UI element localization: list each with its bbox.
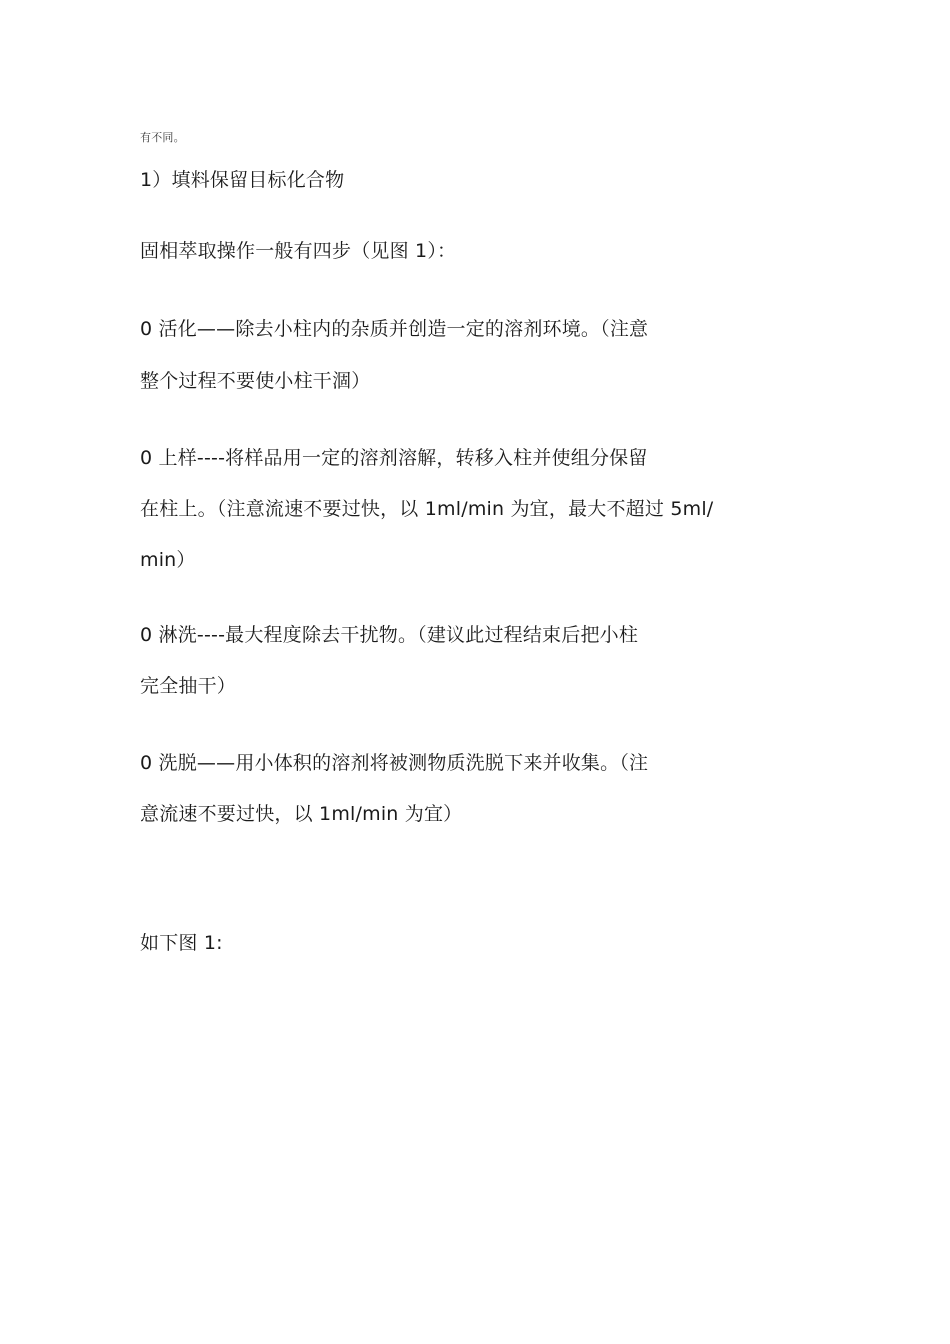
- step-loading-line-1: 0 上样----将样品用一定的溶剂溶解，转移入柱并使组分保留: [140, 447, 648, 469]
- step-activation-line-2: 整个过程不要使小柱干涸）: [140, 370, 371, 392]
- section-heading: 1）填料保留目标化合物: [140, 169, 345, 191]
- step-loading-line-3: min）: [140, 549, 196, 571]
- step-washing-line-1: 0 淋洗----最大程度除去干扰物。（建议此过程结束后把小柱: [140, 624, 639, 646]
- step-elution-line-2: 意流速不要过快，以 1ml/min 为宜）: [140, 803, 463, 825]
- step-loading-line-2: 在柱上。（注意流速不要过快，以 1ml/min 为宜，最大不超过 5ml/: [140, 498, 714, 520]
- intro-paragraph: 固相萃取操作一般有四步（见图 1）：: [140, 240, 457, 262]
- step-activation-line-1: 0 活化——除去小柱内的杂质并创造一定的溶剂环境。（注意: [140, 318, 649, 340]
- step-elution-line-1: 0 洗脱——用小体积的溶剂将被测物质洗脱下来并收集。（注: [140, 752, 649, 774]
- carryover-text: 有不同。: [140, 131, 185, 144]
- step-washing-line-2: 完全抽干）: [140, 675, 237, 697]
- figure-caption: 如下图 1:: [140, 932, 223, 954]
